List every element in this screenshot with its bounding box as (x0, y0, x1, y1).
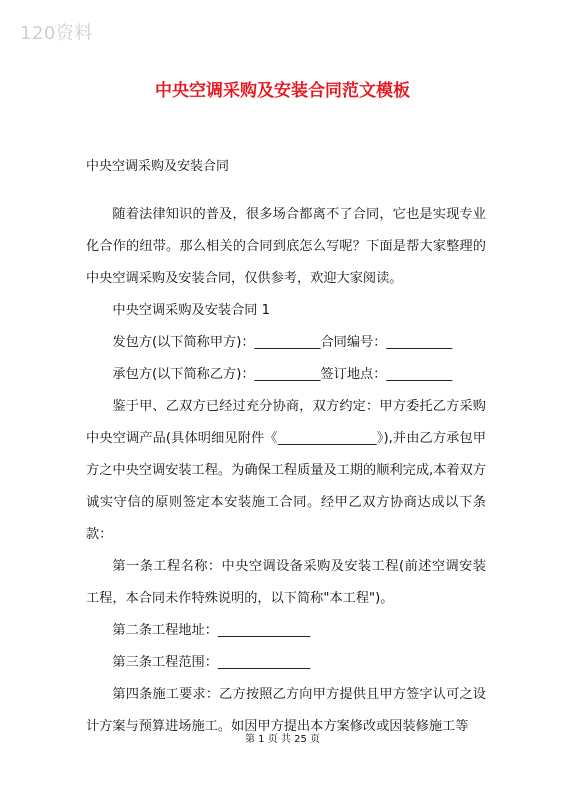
watermark: 120资料 (20, 23, 93, 44)
party-a-line: 发包方(以下简称甲方)：__________合同编号：__________ (112, 335, 453, 350)
page-number: 第 1 页 共 25 页 (245, 734, 320, 745)
document-subtitle: 中央空调采购及安装合同 (86, 159, 230, 174)
intro-paragraph: 随着法律知识的普及，很多场合都离不了合同，它也是实现专业化合作的纽带。那么相关的合同到底怎么写呢？下面是帮大家整理的中央空调采购及安装合同，仅供参考，欢迎大家阅读。 (86, 207, 486, 286)
clause-1: 第一条工程名称：中央空调设备采购及安装工程(前述空调安装工程，本合同未作特殊说明的，以下简称"本工程")。 (86, 559, 486, 606)
clause-3: 第三条工程范围：______________ (112, 655, 311, 670)
document-title: 中央空调采购及安装合同范文模板 (155, 81, 410, 101)
party-b-line: 承包方(以下简称乙方)：__________签订地点：__________ (112, 367, 453, 382)
agreement-paragraph: 鉴于甲、乙双方已经过充分协商，双方约定：甲方委托乙方采购中央空调产品(具体明细见附件《_______________》),并由乙方承包甲方之中央空调安装工程。为确保工程质量及工期的顺利完成,本着双方诚实守信的原则签定本安装施工合同。经甲乙双方协商达成以下条款： (86, 399, 486, 542)
clause-4: 第四条施工要求：乙方按照乙方向甲方提供且甲方签字认可之设计方案与预算进场施工。如因甲方提出本方案修改或因装修施工等 (86, 687, 486, 734)
document-body (86, 199, 486, 743)
contract-heading: 中央空调采购及安装合同 1 (112, 303, 271, 318)
clause-2: 第二条工程地址：______________ (112, 623, 311, 638)
